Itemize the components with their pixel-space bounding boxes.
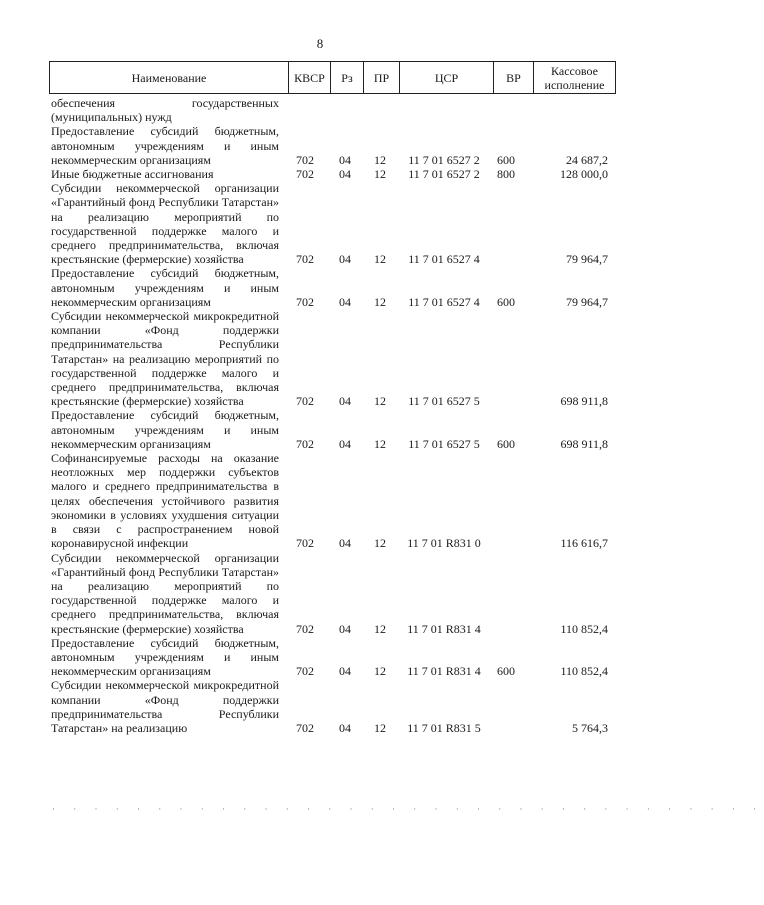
row-csr: 11 7 01 6527 4 <box>408 252 480 267</box>
table-row <box>49 266 616 309</box>
row-kvsr: 702 <box>296 252 314 267</box>
row-name: Предоставление субсидий бюджетным, автономным учреждениям и иным некоммерческим организациям <box>51 408 279 451</box>
row-csr: 11 7 01 6527 5 <box>408 394 480 409</box>
row-kvsr: 702 <box>296 621 314 636</box>
row-pr: 12 <box>374 720 386 735</box>
row-name: Субсидии некоммерческой микрокредитной компании «Фонд поддержки предпринимательства Республики Татарстан» на реализацию <box>51 678 279 735</box>
row-rz: 04 <box>339 394 351 409</box>
row-amount: 110 852,4 <box>560 664 608 679</box>
table-row <box>49 167 616 181</box>
row-name: Софинансируемые расходы на оказание неотложных мер поддержки субъектов малого и среднего предпринимательства в целях обеспечения устойчивого развития экономики в условиях ухудшения ситуации в связи с распространением новой коронавирусной инфекции <box>51 451 279 551</box>
row-name: Предоставление субсидий бюджетным, автономным учреждениям и иным некоммерческим организациям <box>51 635 279 679</box>
table-row <box>49 451 616 550</box>
row-csr: 11 7 01 6527 5 <box>408 436 480 451</box>
row-amount: 5 764,3 <box>572 720 608 735</box>
row-pr: 12 <box>374 394 386 409</box>
row-kvsr: 702 <box>296 394 314 409</box>
row-name: Иные бюджетные ассигнования <box>51 167 214 182</box>
row-pr: 12 <box>374 294 386 309</box>
row-csr: 11 7 01 R831 4 <box>407 621 481 636</box>
row-amount: 698 911,8 <box>560 436 608 451</box>
row-rz: 04 <box>339 294 351 309</box>
scan-dots-divider: · · · · · · · · · · · · · · · · · · · · · · · · · · · · · · · · · · <box>52 804 764 814</box>
column-header-vr: ВР <box>493 62 533 93</box>
row-vr: 600 <box>497 294 515 309</box>
row-amount: 79 964,7 <box>566 294 608 309</box>
row-pr: 12 <box>374 436 386 451</box>
row-kvsr: 702 <box>296 664 314 679</box>
table-row <box>49 678 616 735</box>
row-pr: 12 <box>374 167 386 182</box>
row-pr: 12 <box>374 252 386 267</box>
row-kvsr: 702 <box>296 294 314 309</box>
row-rz: 04 <box>339 621 351 636</box>
row-csr: 11 7 01 R831 0 <box>407 536 481 551</box>
row-kvsr: 702 <box>296 436 314 451</box>
row-rz: 04 <box>339 167 351 182</box>
row-amount: 110 852,4 <box>560 621 608 636</box>
row-csr: 11 7 01 R831 5 <box>407 720 481 735</box>
row-amount: 79 964,7 <box>566 252 608 267</box>
page-number: 8 <box>316 36 324 51</box>
table-row <box>49 124 616 167</box>
row-kvsr: 702 <box>296 720 314 735</box>
table-row <box>49 636 616 679</box>
row-amount: 24 687,2 <box>566 152 608 167</box>
row-name: Субсидии некоммерческой микрокредитной компании «Фонд поддержки предпринимательства Республики Татарстан» на реализацию мероприятий по государственной поддержке малого и среднего предпринимательства, включая крестьянские (фермерские) хозяйства <box>51 309 279 409</box>
row-name: обеспечения государственных (муниципальных) нужд <box>51 96 279 125</box>
row-kvsr: 702 <box>296 167 314 182</box>
row-amount: 116 616,7 <box>560 536 608 551</box>
table-row <box>49 309 616 408</box>
row-pr: 12 <box>374 621 386 636</box>
table-header <box>49 61 616 94</box>
row-kvsr: 702 <box>296 152 314 167</box>
row-rz: 04 <box>339 152 351 167</box>
column-header-csr: ЦСР <box>399 62 493 93</box>
row-name: Субсидии некоммерческой организации «Гарантийный фонд Республики Татарстан» на реализацию мероприятий по государственной поддержке малого и среднего предпринимательства, включая крестьянские (фермерские) хозяйства <box>51 181 279 267</box>
row-pr: 12 <box>374 152 386 167</box>
row-pr: 12 <box>374 664 386 679</box>
row-rz: 04 <box>339 720 351 735</box>
row-vr: 600 <box>497 664 515 679</box>
column-header-rz: Рз <box>330 62 363 93</box>
row-rz: 04 <box>339 664 351 679</box>
row-rz: 04 <box>339 252 351 267</box>
row-vr: 800 <box>497 167 515 182</box>
row-csr: 11 7 01 6527 2 <box>408 167 480 182</box>
row-csr: 11 7 01 R831 4 <box>407 664 481 679</box>
row-csr: 11 7 01 6527 4 <box>408 294 480 309</box>
row-kvsr: 702 <box>296 536 314 551</box>
row-name: Предоставление субсидий бюджетным, автономным учреждениям и иным некоммерческим организациям <box>51 266 279 309</box>
column-header-name: Наименование <box>131 70 207 85</box>
row-csr: 11 7 01 6527 2 <box>408 152 480 167</box>
table-row <box>49 181 616 266</box>
row-amount: 128 000,0 <box>560 167 608 182</box>
column-header-pr: ПР <box>363 62 399 93</box>
table-body <box>49 96 616 735</box>
table-row <box>49 408 616 451</box>
column-header-amount: Кассовое исполнение <box>533 62 615 93</box>
row-rz: 04 <box>339 436 351 451</box>
row-pr: 12 <box>374 536 386 551</box>
table-row <box>49 551 616 636</box>
table-row <box>49 96 616 124</box>
row-vr: 600 <box>497 436 515 451</box>
row-name: Субсидии некоммерческой организации «Гарантийный фонд Республики Татарстан» на реализацию мероприятий по государственной поддержке малого и среднего предпринимательства, включая крестьянские (фермерские) хозяйства <box>51 550 279 636</box>
row-name: Предоставление субсидий бюджетным, автономным учреждениям и иным некоммерческим организациям <box>51 124 279 167</box>
row-amount: 698 911,8 <box>560 394 608 409</box>
row-rz: 04 <box>339 536 351 551</box>
column-header-kvsr: КВСР <box>288 62 330 93</box>
row-vr: 600 <box>497 152 515 167</box>
